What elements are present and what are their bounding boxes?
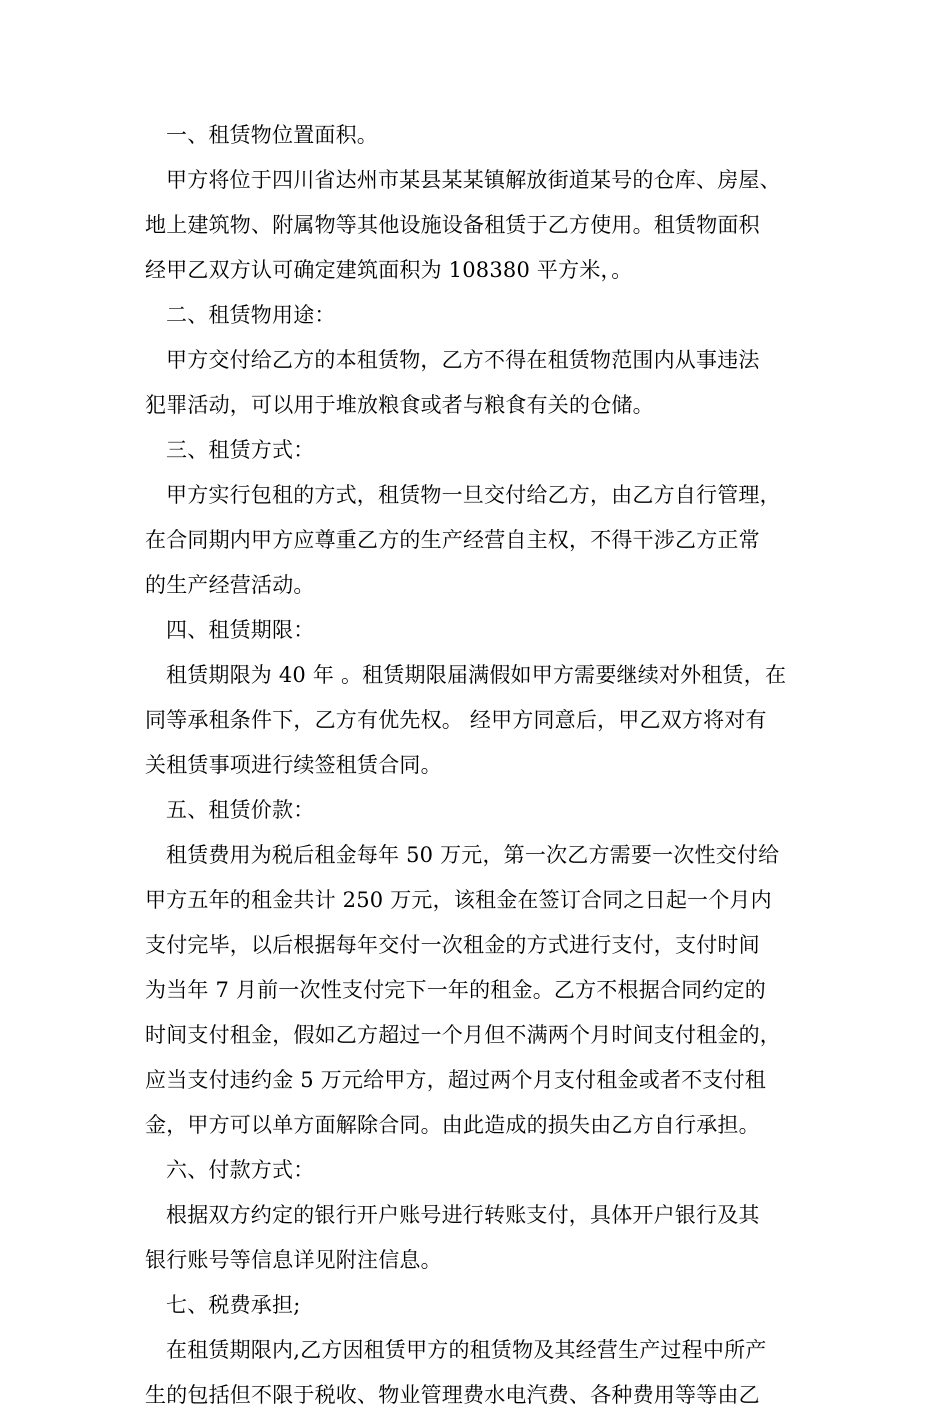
body-text-line: 甲方将位于四川省达州市某县某某镇解放街道某号的仓库、房屋、 [166, 168, 781, 192]
body-text-line: 为当年 7 月前一次性支付完下一年的租金。乙方不根据合同约定的 [145, 978, 766, 1002]
body-text-line: 同等承租条件下，乙方有优先权。 经甲方同意后，甲乙双方将对有 [145, 708, 767, 732]
body-text-line: 经甲乙双方认可确定建筑面积为 108380 平方米，。 [145, 258, 633, 282]
section-heading: 七、税费承担; [166, 1293, 301, 1317]
body-text-line: 根据双方约定的银行开户账号进行转账支付，具体开户银行及其 [166, 1203, 760, 1227]
body-text-line: 金，甲方可以单方面解除合同。由此造成的损失由乙方自行承担。 [145, 1113, 760, 1137]
body-text-line: 关租赁事项进行续签租赁合同。 [145, 753, 442, 777]
section-heading: 一、租赁物位置面积。 [166, 123, 378, 147]
body-text-line: 生的包括但不限于税收、物业管理费水电汽费、各种费用等等由乙 [145, 1383, 760, 1407]
section-heading: 四、租赁期限： [166, 618, 315, 642]
body-text-line: 的生产经营活动。 [145, 573, 315, 597]
body-text-line: 甲方实行包租的方式，租赁物一旦交付给乙方，由乙方自行管理， [166, 483, 781, 507]
section-heading: 六、付款方式： [166, 1158, 315, 1182]
body-text-line: 支付完毕，以后根据每年交付一次租金的方式进行支付，支付时间 [145, 933, 760, 957]
body-text-line: 时间支付租金，假如乙方超过一个月但不满两个月时间支付租金的， [145, 1023, 781, 1047]
body-text-line: 在合同期内甲方应尊重乙方的生产经营自主权，不得干涉乙方正常 [145, 528, 760, 552]
section-heading: 五、租赁价款： [166, 798, 315, 822]
body-text-line: 地上建筑物、附属物等其他设施设备租赁于乙方使用。租赁物面积 [145, 213, 760, 237]
section-heading: 三、租赁方式： [166, 438, 315, 462]
body-text-line: 在租赁期限内,乙方因租赁甲方的租赁物及其经营生产过程中所产 [166, 1338, 767, 1362]
body-text-line: 租赁期限为 40 年 。租赁期限届满假如甲方需要继续对外租赁，在 [166, 663, 787, 687]
body-text-line: 甲方交付给乙方的本租赁物，乙方不得在租赁物范围内从事违法 [166, 348, 760, 372]
section-heading: 二、租赁物用途： [166, 303, 336, 327]
body-text-line: 甲方五年的租金共计 250 万元，该租金在签订合同之日起一个月内 [145, 888, 772, 912]
contract-body [145, 113, 813, 1418]
body-text-line: 银行账号等信息详见附注信息。 [145, 1248, 442, 1272]
body-text-line: 应当支付违约金 5 万元给甲方，超过两个月支付租金或者不支付租 [145, 1068, 766, 1092]
body-text-line: 犯罪活动，可以用于堆放粮食或者与粮食有关的仓储。 [145, 393, 654, 417]
body-text-line: 租赁费用为税后租金每年 50 万元，第一次乙方需要一次性交付给 [166, 843, 780, 867]
